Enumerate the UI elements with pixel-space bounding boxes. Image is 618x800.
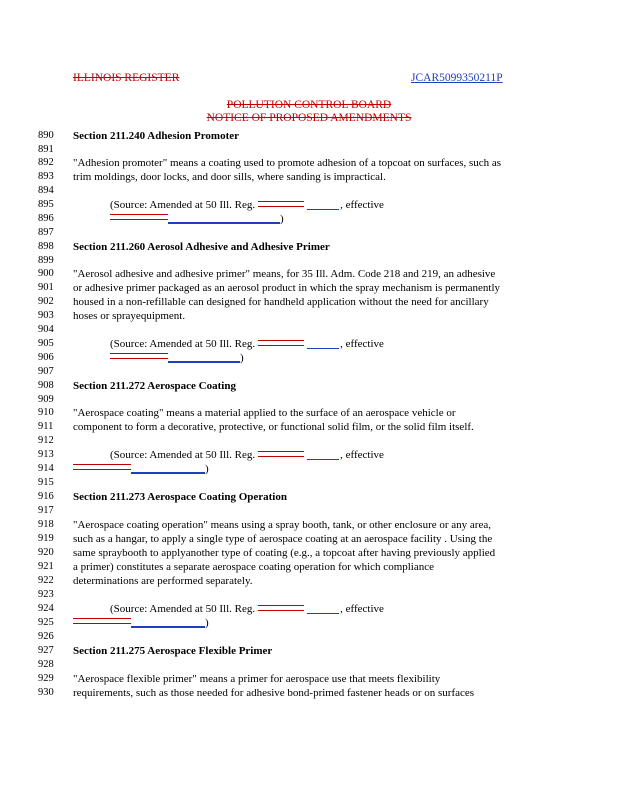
body-text: "Aerospace coating" means a material applied to the surface of an aerospace vehicle or xyxy=(73,407,456,419)
inserted-blank xyxy=(168,361,240,363)
line-number: 919 xyxy=(38,533,54,544)
line-number: 928 xyxy=(38,659,54,670)
line-number: 893 xyxy=(38,171,54,182)
body-text: requirements, such as those needed for adhesive bond-primed fastener heads or on surfaces xyxy=(73,687,475,699)
line-number: 909 xyxy=(38,394,54,405)
line-number: 914 xyxy=(38,463,54,474)
body-text: housed in a non-refillable can designed for handheld application without the need for ancillary xyxy=(73,296,489,308)
line-number: 916 xyxy=(38,491,54,502)
line-number: 904 xyxy=(38,324,54,335)
line-number: 924 xyxy=(38,603,54,614)
line-number: 898 xyxy=(38,241,54,252)
section-heading: Section 211.273 Aerospace Coating Operation xyxy=(73,491,287,503)
register-header: ILLINOIS REGISTER xyxy=(73,72,180,84)
line-number: 918 xyxy=(38,519,54,530)
body-text: "Aerosol adhesive and adhesive primer" means, for 35 Ill. Adm. Code 218 and 219, an adhesive xyxy=(73,268,496,280)
inserted-blank xyxy=(307,613,339,614)
line-number: 892 xyxy=(38,157,54,168)
line-number: 912 xyxy=(38,435,54,446)
source-note-end: ) xyxy=(73,616,209,630)
line-number: 900 xyxy=(38,268,54,279)
body-text: trim moldings, door locks, and door sills, where sanding is impractical. xyxy=(73,171,386,183)
deleted-blank xyxy=(258,201,304,207)
line-number: 895 xyxy=(38,199,54,210)
deleted-blank xyxy=(110,353,168,359)
line-number: 902 xyxy=(38,296,54,307)
line-number: 897 xyxy=(38,227,54,238)
body-text: "Adhesion promoter" means a coating used to promote adhesion of a topcoat on surfaces, such as xyxy=(73,157,502,169)
inserted-blank xyxy=(168,222,280,224)
line-number: 910 xyxy=(38,407,54,418)
deleted-blank xyxy=(258,340,304,346)
line-number: 908 xyxy=(38,380,54,391)
line-number: 915 xyxy=(38,477,54,488)
body-text: determinations are performed separately. xyxy=(73,575,253,587)
inserted-blank xyxy=(307,209,339,210)
section-heading: Section 211.275 Aerospace Flexible Primer xyxy=(73,645,273,657)
source-note: (Source: Amended at 50 Ill. Reg. , effective xyxy=(110,603,384,615)
line-number: 923 xyxy=(38,589,54,600)
line-number: 927 xyxy=(38,645,54,656)
body-text: hoses or sprayequipment. xyxy=(73,310,186,322)
body-text: "Aerospace flexible primer" means a primer for aerospace use that meets flexibility xyxy=(73,673,441,685)
inserted-blank xyxy=(131,626,205,628)
line-number: 930 xyxy=(38,687,54,698)
section-heading: Section 211.272 Aerospace Coating xyxy=(73,380,236,392)
line-number: 922 xyxy=(38,575,54,586)
line-number: 925 xyxy=(38,617,54,628)
source-note-end: ) xyxy=(110,351,244,365)
source-note: (Source: Amended at 50 Ill. Reg. , effective xyxy=(110,199,384,211)
notice-title: NOTICE OF PROPOSED AMENDMENTS xyxy=(206,112,412,124)
source-note: (Source: Amended at 50 Ill. Reg. , effective xyxy=(110,449,384,461)
deleted-blank xyxy=(73,618,131,624)
line-number: 891 xyxy=(38,144,54,155)
line-number: 929 xyxy=(38,673,54,684)
inserted-blank xyxy=(307,348,339,349)
jcar-code: JCAR5099350211P xyxy=(411,72,503,84)
deleted-blank xyxy=(73,464,131,470)
line-number: 907 xyxy=(38,366,54,377)
line-number: 899 xyxy=(38,255,54,266)
deleted-blank xyxy=(110,214,168,220)
inserted-blank xyxy=(131,472,205,474)
line-number: 926 xyxy=(38,631,54,642)
line-number: 905 xyxy=(38,338,54,349)
section-heading: Section 211.260 Aerosol Adhesive and Adhesive Primer xyxy=(73,241,330,253)
deleted-blank xyxy=(258,605,304,611)
line-number: 917 xyxy=(38,505,54,516)
body-text: component to form a decorative, protective, or functional solid film, or the solid film itself. xyxy=(73,421,474,433)
source-note: (Source: Amended at 50 Ill. Reg. , effective xyxy=(110,338,384,350)
body-text: a primer) constitutes a separate aerospace coating operation for which compliance xyxy=(73,561,435,573)
line-number: 906 xyxy=(38,352,54,363)
body-text: same spraybooth to applyanother type of coating (e.g., a topcoat after having previously applied xyxy=(73,547,496,559)
line-number: 920 xyxy=(38,547,54,558)
line-number: 903 xyxy=(38,310,54,321)
line-number: 896 xyxy=(38,213,54,224)
line-number: 913 xyxy=(38,449,54,460)
body-text: such as a hangar, to apply a single type of aerospace coating at an aerospace facility . Using the xyxy=(73,533,493,545)
line-number: 911 xyxy=(38,421,54,432)
source-note-end: ) xyxy=(73,462,209,476)
line-number: 921 xyxy=(38,561,54,572)
body-text: "Aerospace coating operation" means using a spray booth, tank, or other enclosure or any area, xyxy=(73,519,491,531)
section-heading: Section 211.240 Adhesion Promoter xyxy=(73,130,240,142)
line-number: 894 xyxy=(38,185,54,196)
board-title: POLLUTION CONTROL BOARD xyxy=(226,99,392,111)
source-note-end: ) xyxy=(110,212,284,226)
line-number: 901 xyxy=(38,282,54,293)
line-number: 890 xyxy=(38,130,54,141)
body-text: or adhesive primer packaged as an aerosol product in which the spray mechanism is permanently xyxy=(73,282,501,294)
inserted-blank xyxy=(307,459,339,460)
deleted-blank xyxy=(258,451,304,457)
